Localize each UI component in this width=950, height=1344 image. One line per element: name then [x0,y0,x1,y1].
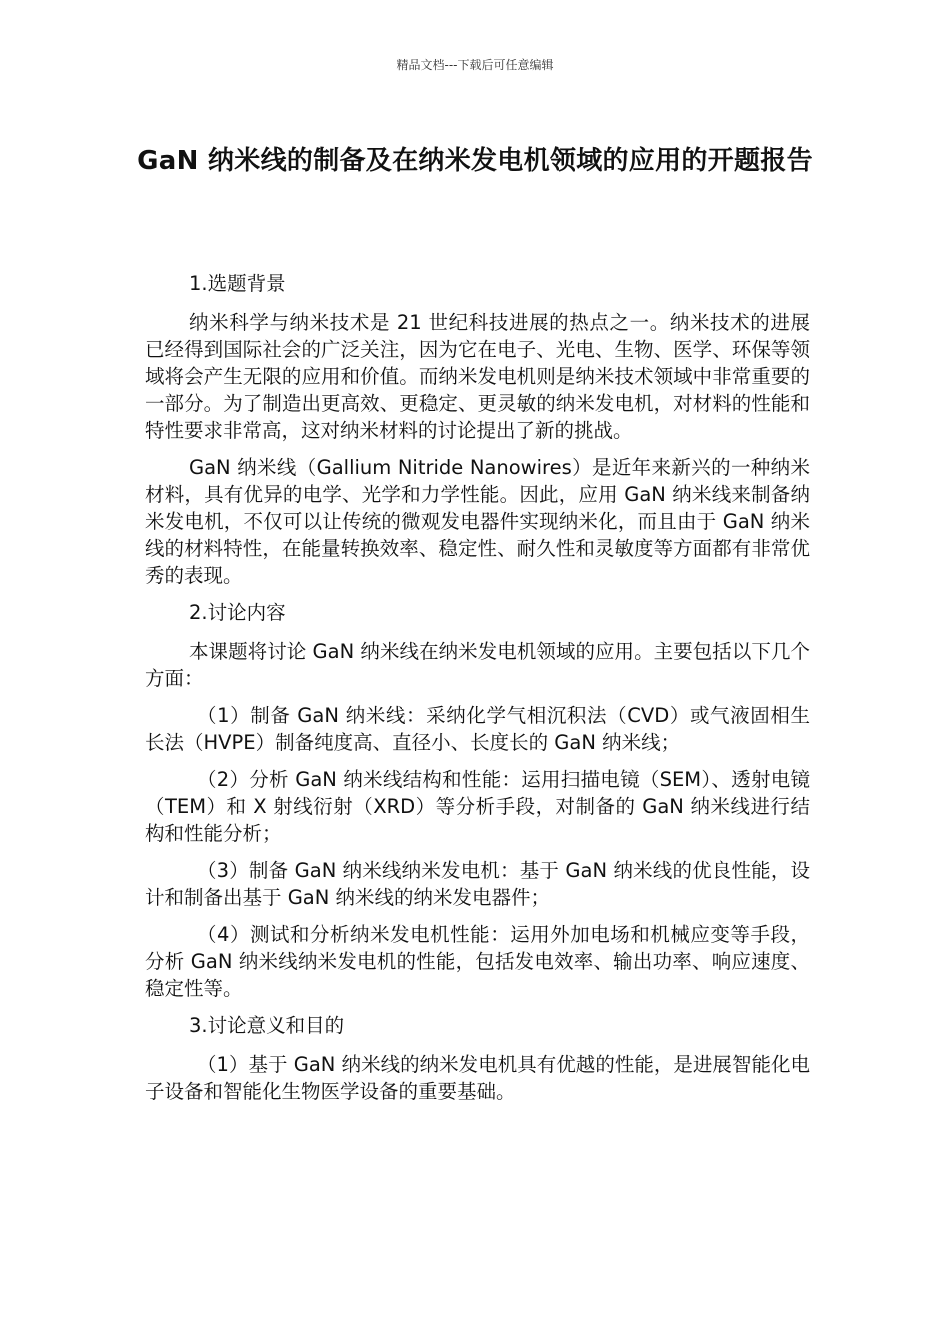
section-heading-significance: 3.讨论意义和目的 [189,1014,345,1037]
list-item: （3）制备 GaN 纳米线纳米发电机：基于 GaN 纳米线的优良性能，设计和制备出基于 GaN 纳米线的纳米发电器件； [145,859,810,909]
paragraph: 本课题将讨论 GaN 纳米线在纳米发电机领域的应用。主要包括以下几个方面： [145,640,810,690]
list-item: （4）测试和分析纳米发电机性能：运用外加电场和机械应变等手段，分析 GaN 纳米线纳米发电机的性能，包括发电效率、输出功率、响应速度、稳定性等。 [145,923,810,1000]
document-body [145,270,810,1115]
document-title: GaN 纳米线的制备及在纳米发电机领域的应用的开题报告 [137,146,813,176]
list-item: （1）基于 GaN 纳米线的纳米发电机具有优越的性能，是进展智能化电子设备和智能化生物医学设备的重要基础。 [145,1053,810,1103]
paragraph: 纳米科学与纳米技术是 21 世纪科技进展的热点之一。纳米技术的进展已经得到国际社会的广泛关注，因为它在电子、光电、生物、医学、环保等领域将会产生无限的应用和价值。而纳米发电机则是纳米技术领域中非常重要的一部分。为了制造出更高效、更稳定、更灵敏的纳米发电机，对材料的性能和特性要求非常高，这对纳米材料的讨论提出了新的挑战。 [145,311,810,442]
list-item: （2）分析 GaN 纳米线结构和性能：运用扫描电镜（SEM）、透射电镜（TEM）和 X 射线衍射（XRD）等分析手段，对制备的 GaN 纳米线进行结构和性能分析； [145,768,810,845]
paragraph: GaN 纳米线（Gallium Nitride Nanowires）是近年来新兴的一种纳米材料，具有优异的电学、光学和力学性能。因此，应用 GaN 纳米线来制备纳米发电机，不仅可以让传统的微观发电器件实现纳米化，而且由于 GaN 纳米线的材料特性，在能量转换效率、稳定性、耐久性和灵敏度等方面都有非常优秀的表现。 [145,456,810,587]
page-header: 精品文档---下载后可任意编辑 [396,58,554,72]
list-item: （1）制备 GaN 纳米线：采纳化学气相沉积法（CVD）或气液固相生长法（HVPE）制备纯度高、直径小、长度长的 GaN 纳米线； [145,704,810,754]
section-heading-content: 2.讨论内容 [189,601,286,624]
section-heading-background: 1.选题背景 [189,272,286,295]
